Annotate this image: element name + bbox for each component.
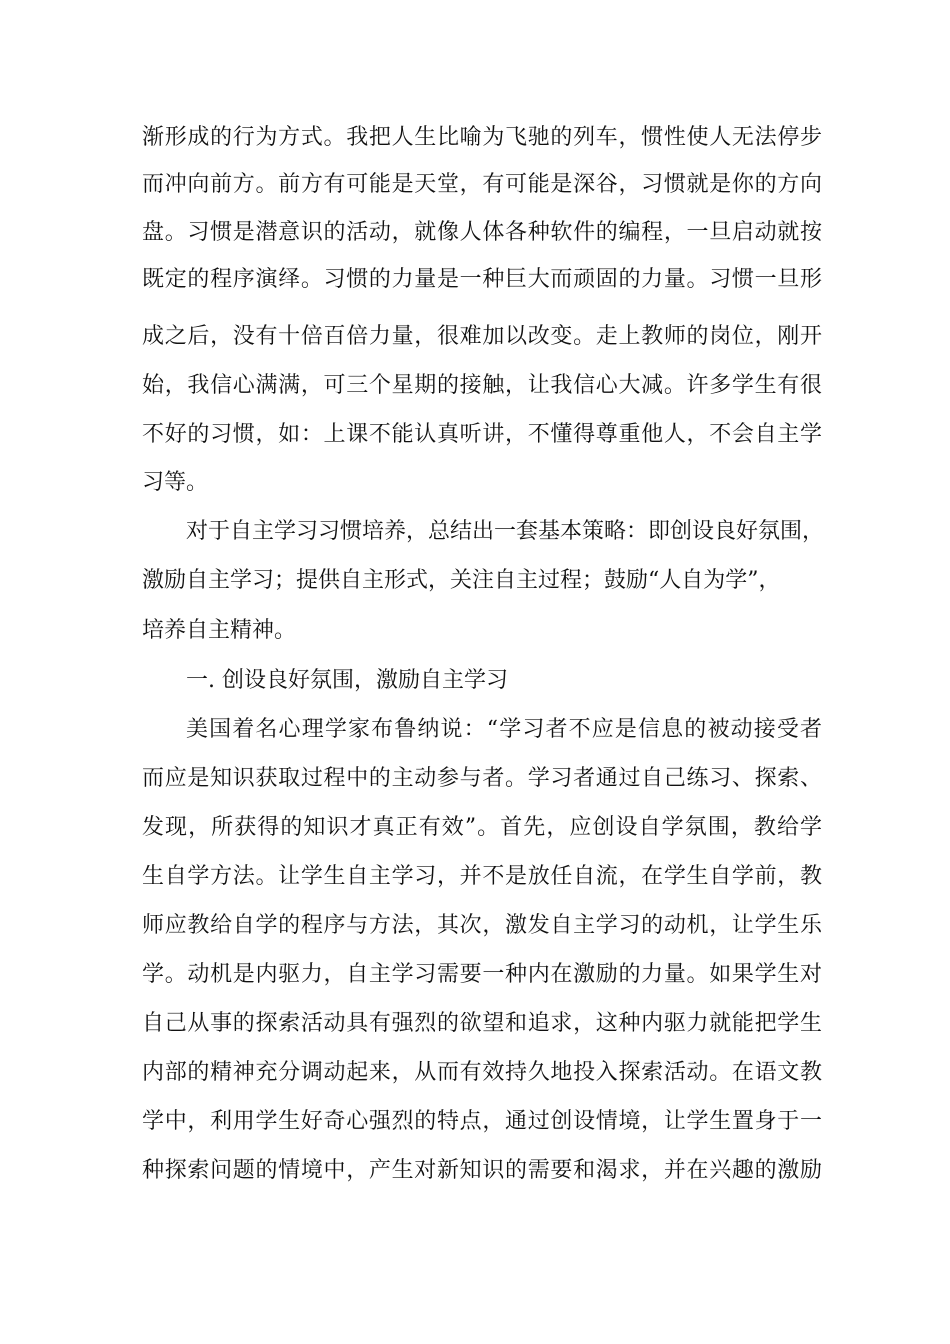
text-line: 发现，所获得的知识才真正有效”。首先，应创设自学氛围，教给学: [142, 815, 822, 840]
text-line: 不好的习惯，如：上课不能认真听讲，不懂得尊重他人，不会自主学: [142, 422, 822, 447]
text-line: 美国着名心理学家布鲁纳说：“学习者不应是信息的被动接受者: [186, 717, 822, 742]
text-line: 盘。习惯是潜意识的活动，就像人体各种软件的编程，一旦启动就按: [142, 220, 822, 245]
text-line: 种探索问题的情境中，产生对新知识的需要和渴求，并在兴趣的激励: [142, 1158, 822, 1183]
text-line: 渐形成的行为方式。我把人生比喻为飞驰的列车，惯性使人无法停步: [142, 125, 822, 150]
text-line: 激励自主学习；提供自主形式，关注自主过程；鼓励“人自为学”，: [142, 568, 781, 593]
text-line: 学。动机是内驱力，自主学习需要一种内在激励的力量。如果学生对: [142, 962, 822, 987]
text-line: 始，我信心满满，可三个星期的接触，让我信心大减。许多学生有很: [142, 373, 822, 398]
text-line: 培养自主精神。: [142, 618, 297, 643]
section-heading: 一. 创设良好氛围，激励自主学习: [186, 668, 508, 693]
text-line: 生自学方法。让学生自主学习，并不是放任自流，在学生自学前，教: [142, 864, 822, 889]
text-line: 而应是知识获取过程中的主动参与者。学习者通过自己练习、探索、: [142, 766, 822, 791]
text-line: 习等。: [142, 470, 209, 495]
text-line: 而冲向前方。前方有可能是天堂，有可能是深谷，习惯就是你的方向: [142, 172, 822, 197]
text-line: 自己从事的探索活动具有强烈的欲望和追求，这种内驱力就能把学生: [142, 1011, 822, 1036]
text-line: 内部的精神充分调动起来，从而有效持久地投入探索活动。在语文教: [142, 1060, 822, 1085]
text-line: 对于自主学习习惯培养，总结出一套基本策略：即创设良好氛围，: [186, 519, 825, 544]
text-line: 既定的程序演绎。习惯的力量是一种巨大而顽固的力量。习惯一旦形: [142, 267, 822, 292]
text-line: 学中，利用学生好奇心强烈的特点，通过创设情境，让学生置身于一: [142, 1109, 822, 1134]
text-line: 成之后，没有十倍百倍力量，很难加以改变。走上教师的岗位，刚开: [142, 324, 822, 349]
text-line: 师应教给自学的程序与方法，其次，激发自主学习的动机，让学生乐: [142, 913, 822, 938]
